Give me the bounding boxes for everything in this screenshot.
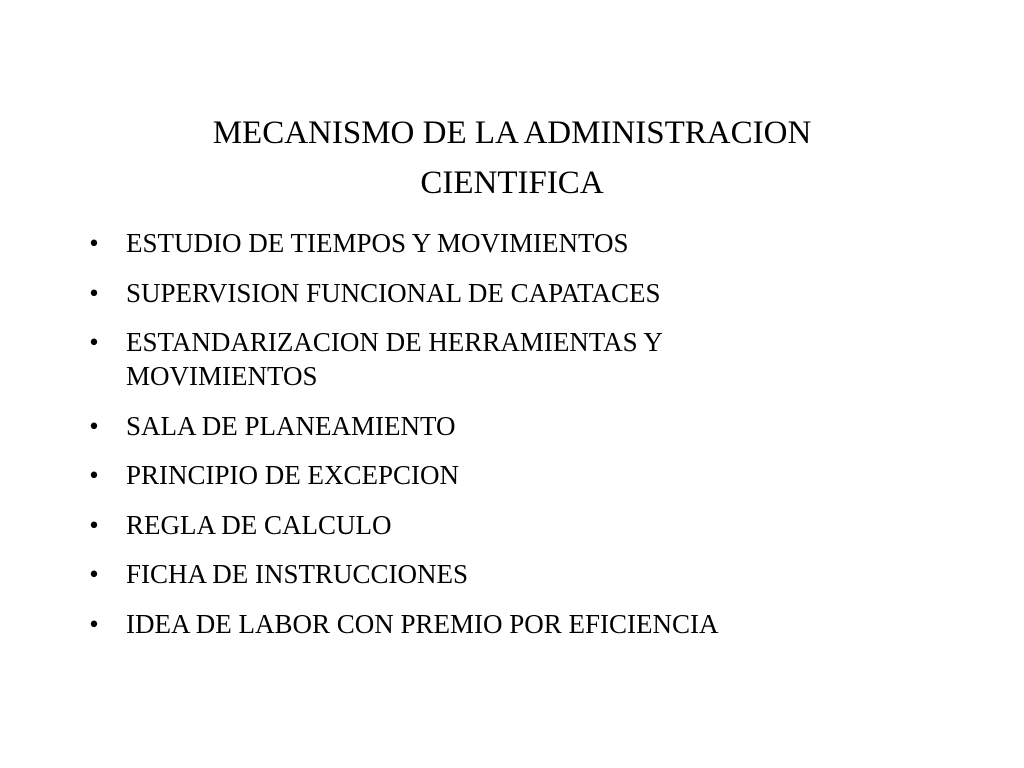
bullet-text: SALA DE PLANEAMIENTO: [126, 410, 456, 441]
bullet-item-principio: [84, 458, 884, 492]
bullet-text: ESTANDARIZACION DE HERRAMIENTAS Y: [126, 327, 663, 357]
bullet-text: REGLA DE CALCULO: [126, 509, 392, 540]
bullet-icon: •: [89, 559, 99, 589]
bullet-item-supervision: [84, 276, 884, 310]
bullet-icon: •: [89, 460, 99, 490]
title-line-2: CIENTIFICA: [420, 165, 604, 202]
bullet-text: PRINCIPIO DE EXCEPCION: [126, 460, 460, 490]
bullet-icon: •: [89, 228, 99, 258]
bullet-text: IDEA DE LABOR CON PREMIO POR EFICIENCIA: [126, 608, 719, 639]
slide-title: [100, 108, 924, 208]
bullet-icon: •: [89, 410, 99, 441]
bullet-text: FICHA DE INSTRUCCIONES: [126, 559, 469, 589]
bullet-item-ficha: [84, 557, 884, 591]
bullet-item-regla: [84, 508, 884, 542]
bullet-text: SUPERVISION FUNCIONAL DE CAPATACES: [126, 277, 661, 308]
bullet-icon: •: [89, 277, 99, 308]
bullet-item-estudio: [84, 226, 884, 260]
bullet-text: ESTUDIO DE TIEMPOS Y MOVIMIENTOS: [126, 228, 629, 258]
bullet-list: [84, 226, 884, 656]
bullet-item-estandarizacion: [84, 325, 884, 393]
bullet-text-continuation: MOVIMIENTOS: [126, 361, 318, 391]
title-line-1: MECANISMO DE LA ADMINISTRACION: [212, 115, 812, 152]
bullet-icon: •: [89, 509, 99, 540]
bullet-item-idea: [84, 607, 884, 641]
bullet-icon: •: [89, 327, 99, 357]
bullet-item-sala: [84, 409, 884, 443]
bullet-icon: •: [89, 608, 99, 639]
